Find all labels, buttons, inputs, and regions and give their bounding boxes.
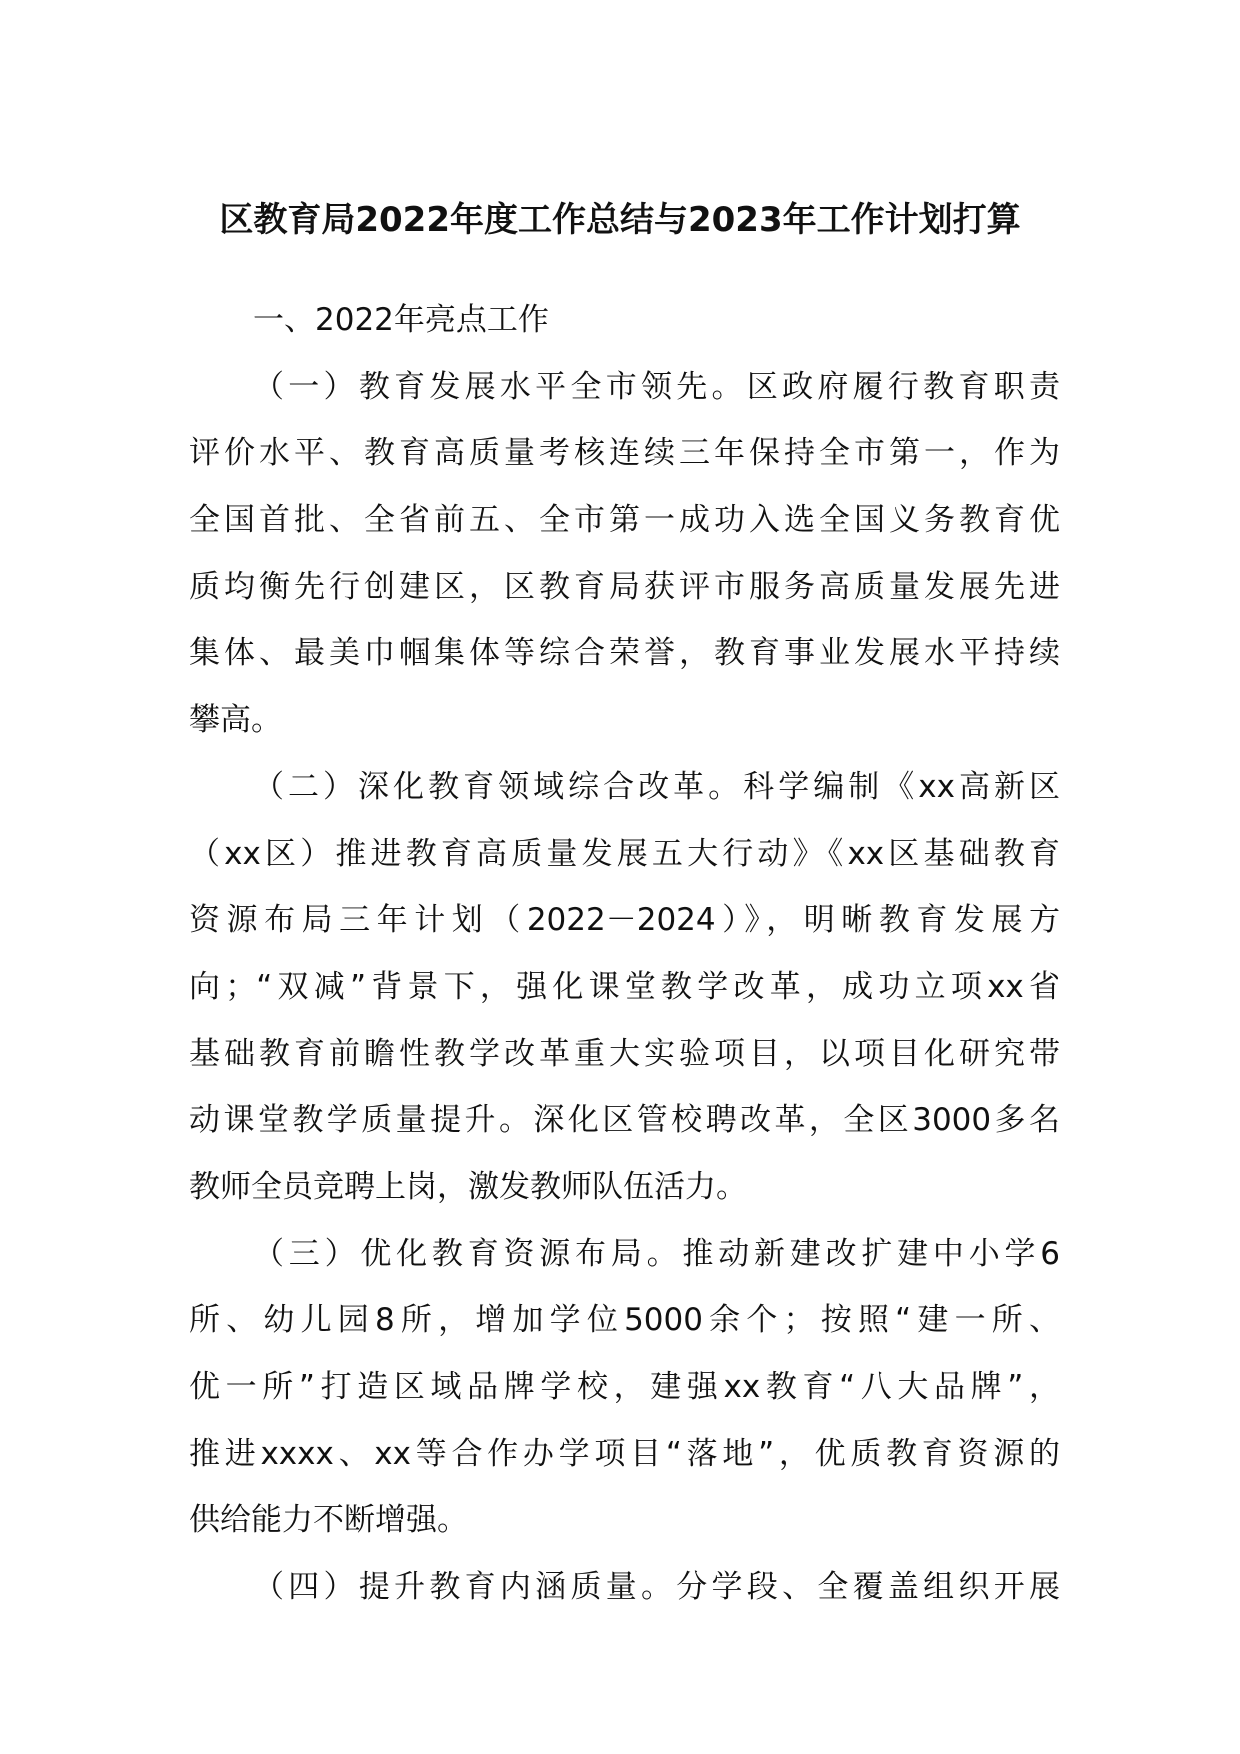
paragraph-line: 资源布局三年计划（2022－2024）》，明晰教育发展方 <box>189 902 1060 939</box>
paragraph <box>189 1221 1060 1554</box>
paragraph-line: 基础教育前瞻性教学改革重大实验项目，以项目化研究带 <box>189 1035 1060 1072</box>
paragraph-line: 动课堂教学质量提升。深化区管校聘改革，全区3000多名 <box>189 1102 1060 1139</box>
section-heading: 一、2022年亮点工作 <box>253 302 549 338</box>
paragraph <box>189 1554 1060 1621</box>
paragraph-line: 集体、最美巾帼集体等综合荣誉，教育事业发展水平持续 <box>189 635 1060 672</box>
paragraph <box>189 754 1060 1221</box>
paragraph <box>189 354 1060 754</box>
paragraph-line: （一）教育发展水平全市领先。区政府履行教育职责 <box>253 368 1060 405</box>
paragraph-line: 向；“双减”背景下，强化课堂教学改革，成功立项xx省 <box>189 968 1060 1005</box>
paragraph-line: （二）深化教育领域综合改革。科学编制《xx高新区 <box>253 768 1060 805</box>
paragraph-line: 质均衡先行创建区，区教育局获评市服务高质量发展先进 <box>189 568 1060 605</box>
paragraph-line: 评价水平、教育高质量考核连续三年保持全市第一，作为 <box>189 435 1060 472</box>
paragraph-line: 攀高。 <box>189 702 282 739</box>
paragraph-line: 供给能力不断增强。 <box>189 1502 468 1539</box>
paragraph-line: 所、幼儿园8所，增加学位5000余个；按照“建一所、 <box>189 1302 1060 1339</box>
paragraph-line: （xx区）推进教育高质量发展五大行动》《xx区基础教育 <box>189 835 1060 872</box>
paragraph-line: （三）优化教育资源布局。推动新建改扩建中小学6 <box>253 1235 1060 1272</box>
paragraph-line: 优一所”打造区域品牌学校，建强xx教育“八大品牌”， <box>189 1369 1060 1405</box>
document-body <box>189 287 1060 1621</box>
paragraphs <box>189 354 1060 1621</box>
paragraph-line: 全国首批、全省前五、全市第一成功入选全国义务教育优 <box>189 502 1060 539</box>
paragraph-line: 教师全员竞聘上岗，激发教师队伍活力。 <box>189 1168 747 1205</box>
paragraph-line: 推进xxxx、xx等合作办学项目“落地”，优质教育资源的 <box>189 1435 1060 1472</box>
document-title: 区教育局2022年度工作总结与2023年工作计划打算 <box>219 200 1021 240</box>
paragraph-line: （四）提升教育内涵质量。分学段、全覆盖组织开展 <box>253 1569 1060 1606</box>
